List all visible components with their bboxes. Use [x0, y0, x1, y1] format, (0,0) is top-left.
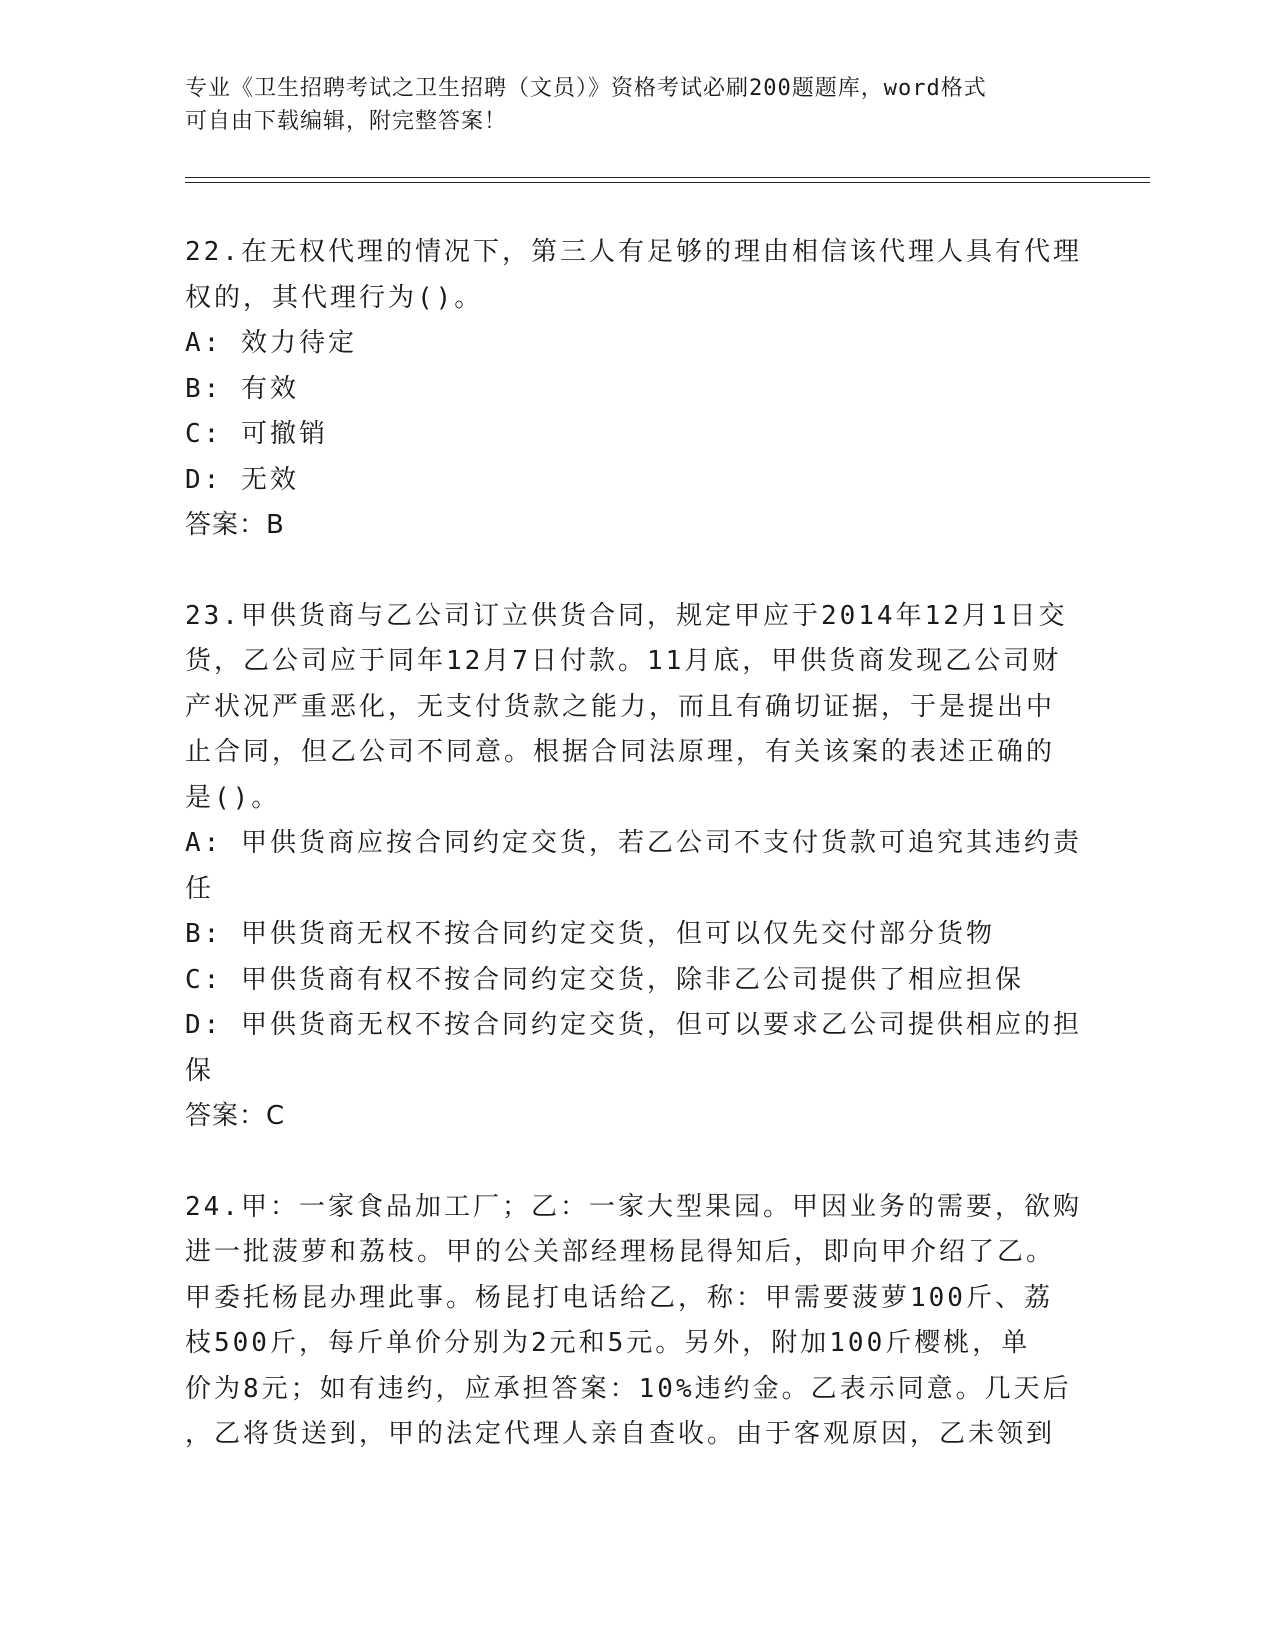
question-stem-line: 货，乙公司应于同年12月7日付款。11月底，甲供货商发现乙公司财: [185, 646, 1062, 676]
question-stem-line: 23.甲供货商与乙公司订立供货合同，规定甲应于2014年12月1日交: [185, 600, 1068, 631]
question-stem-line: ，乙将货送到，甲的法定代理人亲自查收。由于客观原因，乙未领到: [185, 1419, 1056, 1449]
option-c: C: 可撤销: [185, 419, 328, 449]
question-stem-line: 进一批菠萝和荔枝。甲的公关部经理杨昆得知后，即向甲介绍了乙。: [185, 1237, 1056, 1267]
question-stem-line: 权的，其代理行为()。: [185, 282, 484, 313]
option-d: D: 甲供货商无权不按合同约定交货，但可以要求乙公司提供相应的担: [185, 1010, 1082, 1040]
question-stem-line: 甲委托杨昆办理此事。杨昆打电话给乙，称：甲需要菠萝100斤、荔: [185, 1282, 1053, 1313]
question-stem-line: 22.在无权代理的情况下，第三人有足够的理由相信该代理人具有代理: [185, 237, 1082, 267]
header-divider-bottom: [185, 182, 1150, 183]
option-d: D: 无效: [185, 464, 299, 495]
question-spacer: [185, 549, 1085, 594]
question-spacer: [185, 1140, 1085, 1185]
answer-line: 答案：B: [185, 510, 285, 540]
header-divider-top: [185, 177, 1150, 178]
question-22: [185, 230, 1085, 549]
question-24: [185, 1185, 1085, 1458]
question-list: [185, 230, 1085, 1458]
option-b: B: 有效: [185, 373, 299, 404]
header-line-1: 专业《卫生招聘考试之卫生招聘（文员）》资格考试必刷200题题库，word格式: [185, 76, 987, 101]
header-line-2: 可自由下载编辑，附完整答案！: [185, 109, 508, 134]
option-a: A: 效力待定: [185, 328, 357, 358]
question-stem-line: 产状况严重恶化，无支付货款之能力，而且有确切证据，于是提出中: [185, 691, 1056, 722]
document-header: [185, 72, 1065, 138]
answer-line: 答案：C: [185, 1101, 286, 1131]
option-b: B: 甲供货商无权不按合同约定交货，但可以仅先交付部分货物: [185, 919, 995, 949]
question-stem-line: 是()。: [185, 782, 281, 813]
question-stem-line: 止合同，但乙公司不同意。根据合同法原理，有关该案的表述正确的: [185, 737, 1056, 767]
question-stem-line: 价为8元；如有违约，应承担答案：10%违约金。乙表示同意。几天后: [185, 1373, 1072, 1404]
option-d-continued: 保: [185, 1055, 215, 1086]
option-a: A: 甲供货商应按合同约定交货，若乙公司不支付货款可追究其违约责: [185, 828, 1082, 858]
question-23: [185, 594, 1085, 1140]
question-stem-line: 24.甲：一家食品加工厂；乙：一家大型果园。甲因业务的需要，欲购: [185, 1191, 1082, 1222]
option-c: C: 甲供货商有权不按合同约定交货，除非乙公司提供了相应担保: [185, 964, 1024, 995]
question-stem-line: 枝500斤，每斤单价分别为2元和5元。另外，附加100斤樱桃，单: [185, 1328, 1031, 1358]
option-a-continued: 任: [185, 873, 215, 904]
